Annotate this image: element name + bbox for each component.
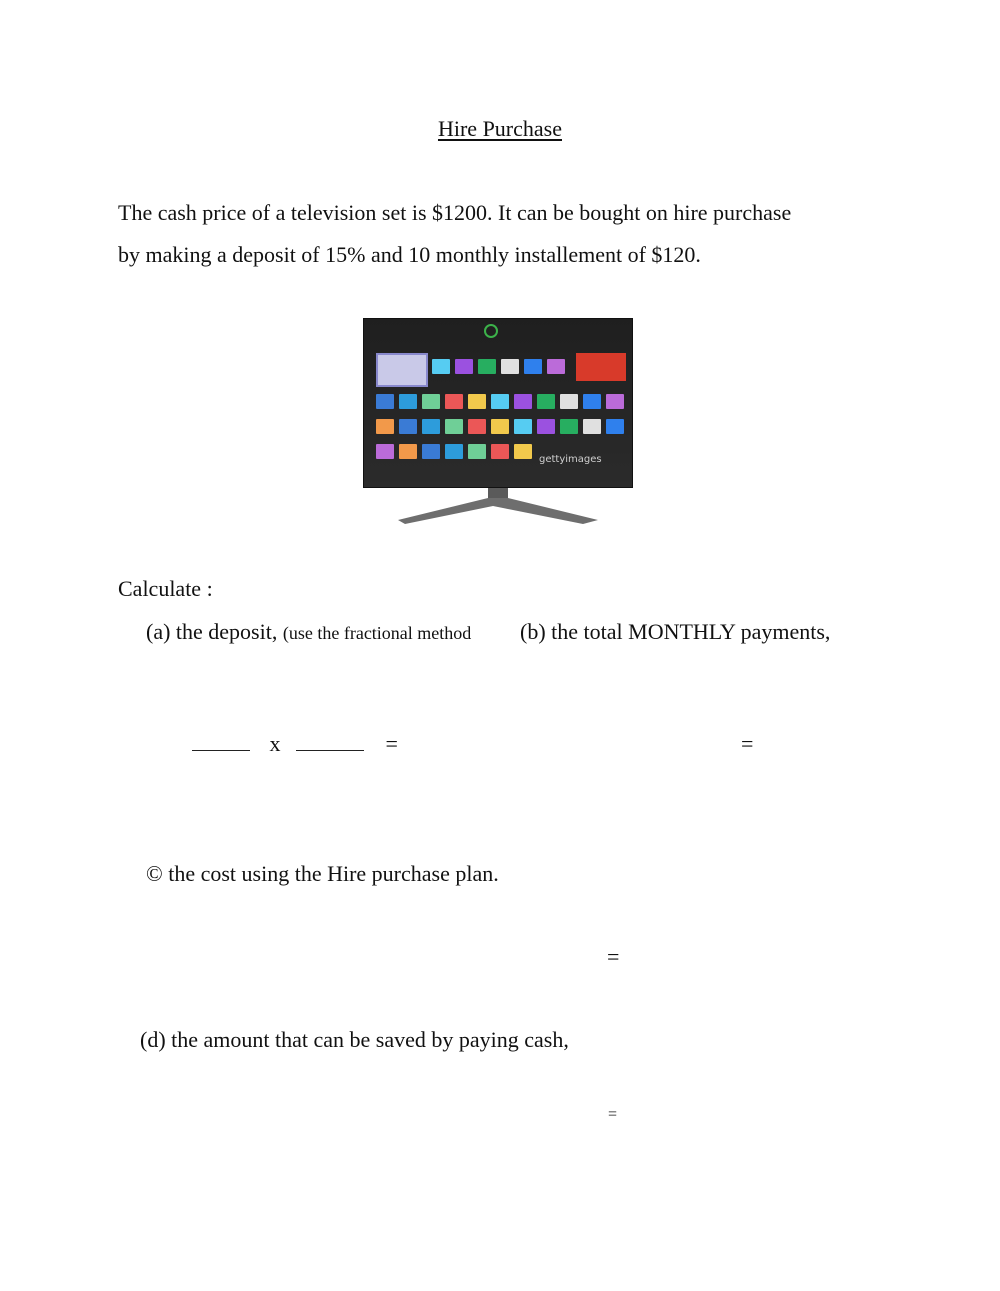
featured-tile (376, 353, 428, 387)
television-image (363, 318, 633, 526)
app-tile (399, 419, 417, 434)
app-tile (376, 419, 394, 434)
app-tile (606, 394, 624, 409)
app-tile (491, 394, 509, 409)
part-a-note: (use the fractional method (282, 623, 472, 643)
app-tile (468, 394, 486, 409)
fraction-row (192, 731, 398, 757)
tv-stand-base (393, 498, 603, 526)
part-a-label (146, 619, 471, 645)
equals-sign-b: = (741, 731, 754, 756)
app-tile (537, 394, 555, 409)
promo-tile (576, 353, 626, 381)
app-tile (514, 444, 532, 459)
app-tile (445, 394, 463, 409)
app-tile (537, 419, 555, 434)
app-tile (514, 394, 532, 409)
app-tile (514, 419, 532, 434)
app-tile (491, 444, 509, 459)
part-b-label: (b) the total MONTHLY payments, (520, 619, 831, 644)
equals-sign-a: = (385, 731, 398, 756)
calculate-label: Calculate : (118, 576, 213, 601)
getty-watermark: gettyimages (539, 454, 602, 465)
app-tile (376, 444, 394, 459)
app-tile (468, 444, 486, 459)
app-tile (524, 359, 542, 374)
denominator-blank[interactable] (296, 734, 364, 751)
title-text: Hire Purchase (437, 116, 562, 141)
app-tile (501, 359, 519, 374)
page-title (0, 116, 1000, 142)
app-tile (606, 419, 624, 434)
app-tile (560, 394, 578, 409)
part-c-label: © the cost using the Hire purchase plan. (146, 861, 499, 886)
app-tile (422, 444, 440, 459)
app-tile (455, 359, 473, 374)
intro-line-2: by making a deposit of 15% and 10 monthly installement of $120. (118, 242, 701, 267)
part-a-text: (a) the deposit, (146, 619, 278, 644)
app-tile (491, 419, 509, 434)
app-tile (445, 444, 463, 459)
part-d-label: (d) the amount that can be saved by paying cash, (140, 1027, 569, 1052)
app-tile (478, 359, 496, 374)
menu-icon (484, 324, 498, 338)
app-tile (399, 444, 417, 459)
app-tile (422, 419, 440, 434)
app-tile (422, 394, 440, 409)
app-tile (583, 394, 601, 409)
app-tile (583, 419, 601, 434)
intro-line-1: The cash price of a television set is $1200. It can be bought on hire purchase (118, 200, 792, 225)
app-tile (399, 394, 417, 409)
times-sign: x (269, 731, 281, 756)
app-tile (547, 359, 565, 374)
app-tile (468, 419, 486, 434)
app-tile (445, 419, 463, 434)
equals-sign-c: = (607, 944, 620, 969)
app-tile (432, 359, 450, 374)
numerator-blank[interactable] (192, 734, 250, 751)
app-tile (560, 419, 578, 434)
equals-sign-d: = (608, 1106, 618, 1123)
tv-screen (363, 318, 633, 488)
app-tile (376, 394, 394, 409)
